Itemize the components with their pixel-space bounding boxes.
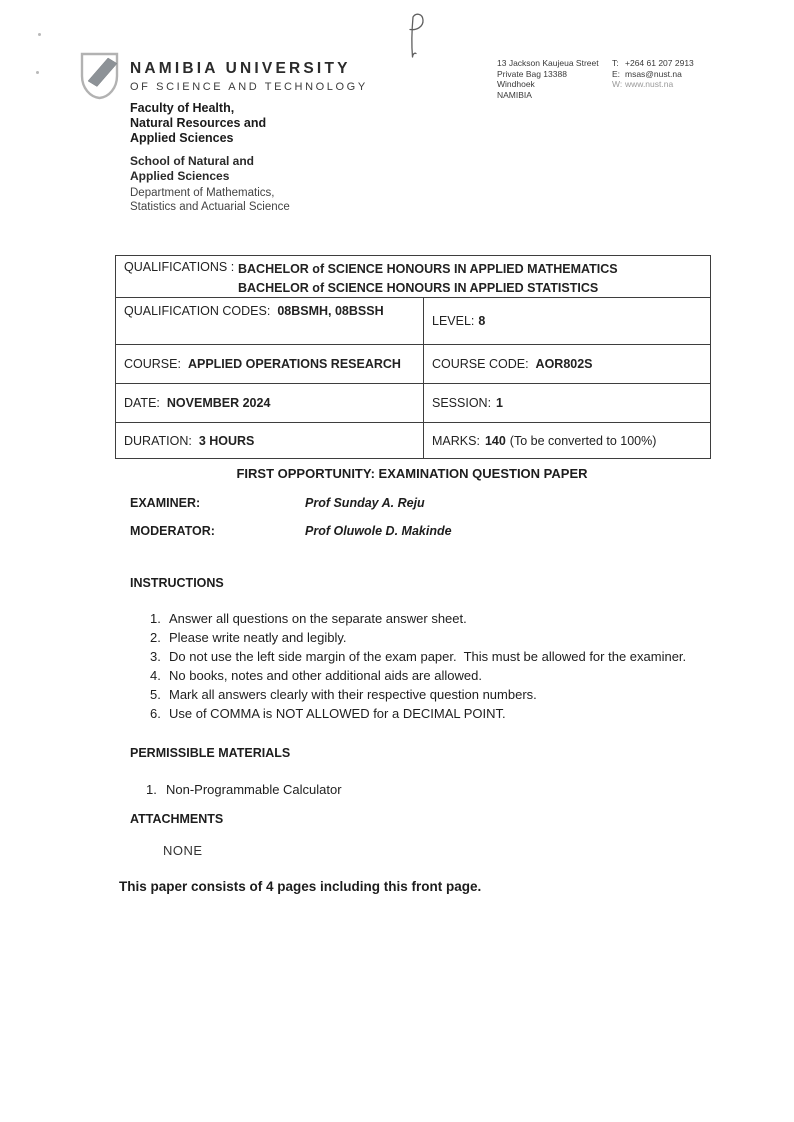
table-row-codes-level [116, 297, 710, 344]
scan-speck [38, 33, 41, 36]
attachments-heading: ATTACHMENTS [130, 812, 224, 826]
permissible-materials-heading: PERMISSIBLE MATERIALS [130, 746, 291, 760]
session-label: SESSION: [432, 396, 492, 410]
faculty-name: Faculty of Health, Natural Resources and Applied Sciences [130, 101, 267, 145]
instructions-heading: INSTRUCTIONS [130, 576, 224, 590]
course-value: APPLIED OPERATIONS RESEARCH [187, 357, 401, 371]
examiner-name: Prof Sunday A. Reju [305, 496, 425, 510]
table-row-course [116, 344, 710, 383]
instruction-item: 6. Use of COMMA is NOT ALLOWED for a DECIMAL POINT. [150, 706, 506, 721]
course-code-value: AOR802S [535, 357, 593, 371]
university-subtitle: OF SCIENCE AND TECHNOLOGY [130, 81, 368, 93]
marks-label: MARKS: [432, 433, 480, 448]
contact-email: E: msas@nust.na [612, 68, 682, 79]
school-name: School of Natural and Applied Sciences [130, 154, 255, 183]
paper-title: FIRST OPPORTUNITY: EXAMINATION QUESTION PAPER [236, 466, 588, 481]
instruction-item: 4. No books, notes and other additional aids are allowed. [150, 668, 482, 683]
contact-website: W: www.nust.na [612, 79, 674, 89]
instructions-list [150, 609, 706, 723]
date-value: NOVEMBER 2024 [166, 396, 271, 410]
qualification-codes-label: QUALIFICATION CODES: [124, 304, 271, 318]
course-code-label: COURSE CODE: [432, 357, 529, 371]
university-logo-shield-icon [77, 51, 124, 101]
moderator-name: Prof Oluwole D. Makinde [305, 524, 452, 538]
instruction-item: 1. Answer all questions on the separate answer sheet. [150, 611, 467, 626]
level-value: 8 [478, 314, 486, 328]
course-label: COURSE: [124, 357, 181, 371]
moderator-label: MODERATOR: [130, 524, 215, 538]
address-line: 13 Jackson Kaujeua Street [497, 58, 599, 68]
contact-phone: T: +264 61 207 2913 [612, 58, 694, 68]
attachments-value: NONE [163, 843, 203, 858]
qualification-2: BACHELOR of SCIENCE HONOURS IN APPLIED STATISTICS [238, 281, 599, 295]
date-label: DATE: [124, 396, 160, 410]
table-row-date-session [116, 383, 710, 422]
university-name: NAMIBIA UNIVERSITY [130, 60, 351, 77]
university-contact [612, 58, 694, 90]
department-name: Department of Mathematics, Statistics and Actuarial Science [130, 187, 290, 213]
address-line: NAMIBIA [497, 89, 532, 100]
marks-note: (To be converted to 100%) [509, 433, 657, 448]
session-value: 1 [496, 396, 503, 410]
handwritten-p-mark [399, 12, 429, 62]
moderator-row [130, 524, 452, 538]
qualifications-label: QUALIFICATIONS : [124, 260, 235, 274]
qualification-codes-value: 08BSMH, 08BSSH [277, 304, 384, 318]
university-brand [130, 60, 368, 93]
table-row-qualifications [116, 256, 710, 297]
address-line: Private Bag 13388 [497, 68, 567, 79]
university-address [497, 58, 599, 100]
permissible-material-item: 1. Non-Programmable Calculator [146, 782, 342, 797]
duration-label: DURATION: [124, 433, 192, 448]
marks-value: 140 [484, 433, 506, 448]
level-label: LEVEL: [432, 314, 475, 328]
examiner-label: EXAMINER: [130, 496, 201, 510]
qualification-1: BACHELOR of SCIENCE HONOURS IN APPLIED MATHEMATICS [238, 262, 618, 276]
scan-speck [36, 71, 39, 74]
instruction-item: 3. Do not use the left side margin of the exam paper. This must be allowed for the examiner. [150, 649, 687, 664]
course-info-table [115, 255, 711, 459]
address-line: Windhoek [497, 79, 535, 89]
instruction-item: 2. Please write neatly and legibly. [150, 630, 347, 645]
table-row-duration-marks [116, 422, 710, 458]
duration-value: 3 HOURS [198, 433, 255, 448]
examiner-row [130, 496, 425, 510]
page-count-note: This paper consists of 4 pages including this front page. [119, 879, 482, 894]
instruction-item: 5. Mark all answers clearly with their respective question numbers. [150, 687, 537, 702]
